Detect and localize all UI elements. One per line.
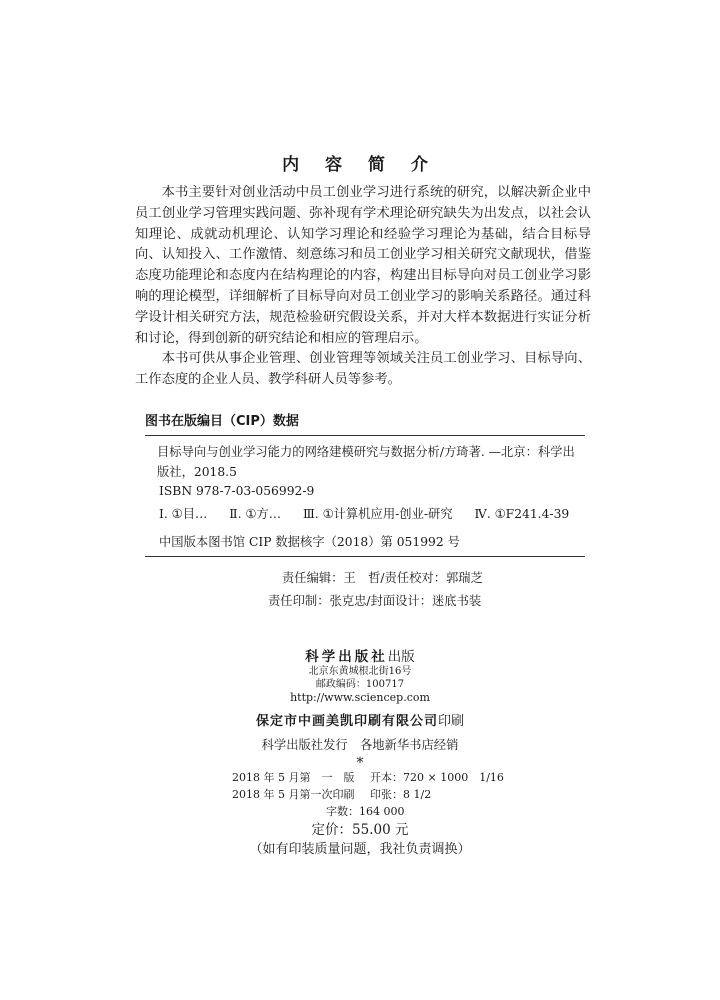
price: 定价：55.00 元: [311, 822, 409, 838]
quality-notice: （如有印装质量问题，我社负责调换）: [249, 842, 471, 857]
sheets-info: 印张：8 1/2: [370, 788, 432, 801]
cip-approval-number: 中国版本图书馆 CIP 数据核字（2018）第 051992 号: [159, 535, 460, 549]
cip-class-4: Ⅳ. ①F241.4-39: [474, 507, 570, 521]
cip-divider: [145, 435, 585, 436]
separator-star: *: [356, 755, 364, 771]
cip-classification: [145, 504, 585, 524]
publisher-name-suffix: 出版: [387, 649, 415, 665]
summary-paragraph-1: 本书主要针对创业活动中员工创业学习进行系统的研究，以解决新企业中员工创业学习管理实践问题、弥补现有学术理论研究缺失为出发点，以社会认知理论、成就动机理论、认知学习理论和经验学习理论为基础，结合目标导向、认知投入、工作激情、刻意练习和员工创业学习相关研究文献现状，借鉴态度功能理论和态度内在结构理论的内容，构建出目标导向对员工创业学习影响的理论模型，详细解析了目标导向对员工创业学习的影响关系路径。通过科学设计相关研究方法，规范检验研究假设关系，并对大样本数据进行实证分析和讨论，得到创新的研究结论和相应的管理启示。: [135, 185, 591, 346]
printer-line: [0, 710, 720, 729]
printer-suffix: 印刷: [438, 714, 465, 729]
cip-isbn: ISBN 978-7-03-056992-9: [159, 484, 315, 498]
summary-section: [135, 183, 591, 391]
format-info: 开本：720 × 1000 1/16: [370, 771, 504, 784]
cip-class-1: Ⅰ. ①目…: [159, 507, 208, 521]
distribution-line: 科学出版社发行 各地新华书店经销: [261, 738, 459, 752]
publisher-url: http://www.sciencep.com: [290, 691, 430, 704]
summary-paragraph-2: 本书可供从事企业管理、创业管理等领域关注员工创业学习、目标导向、工作态度的企业人员、教学科研人员等参考。: [135, 351, 591, 388]
publisher-address: 北京东黄城根北街16号: [308, 666, 412, 677]
publisher-name: 科学出版社: [305, 649, 388, 665]
word-count: 字数：164 000: [326, 805, 405, 818]
printing-info: 2018 年 5 月第一次印刷: [232, 788, 355, 801]
summary-title: 内 容 简 介: [282, 155, 438, 175]
cip-block: [145, 412, 585, 563]
publisher-name-line: [0, 645, 720, 665]
editor-credits: 责任编辑：王 哲/责任校对：郭瑞芝: [282, 571, 483, 585]
cip-bottom-divider: [145, 556, 585, 557]
cip-class-3: Ⅲ. ①计算机应用-创业-研究: [302, 507, 453, 521]
edition-info: 2018 年 5 月第 一 版: [232, 771, 355, 784]
publisher-postcode: 邮政编码：100717: [315, 679, 405, 690]
production-credits: 责任印制：张克忠/封面设计：迷底书装: [268, 594, 482, 608]
printer-name: 保定市中画美凯印刷有限公司: [255, 714, 438, 729]
cip-heading: 图书在版编目（CIP）数据: [145, 414, 299, 429]
cip-description: 目标导向与创业学习能力的网络建模研究与数据分析/方琦著. —北京：科学出版社，2018.5: [157, 445, 575, 479]
cip-class-2: Ⅱ. ①方…: [229, 507, 282, 521]
publisher-block: [0, 645, 720, 771]
